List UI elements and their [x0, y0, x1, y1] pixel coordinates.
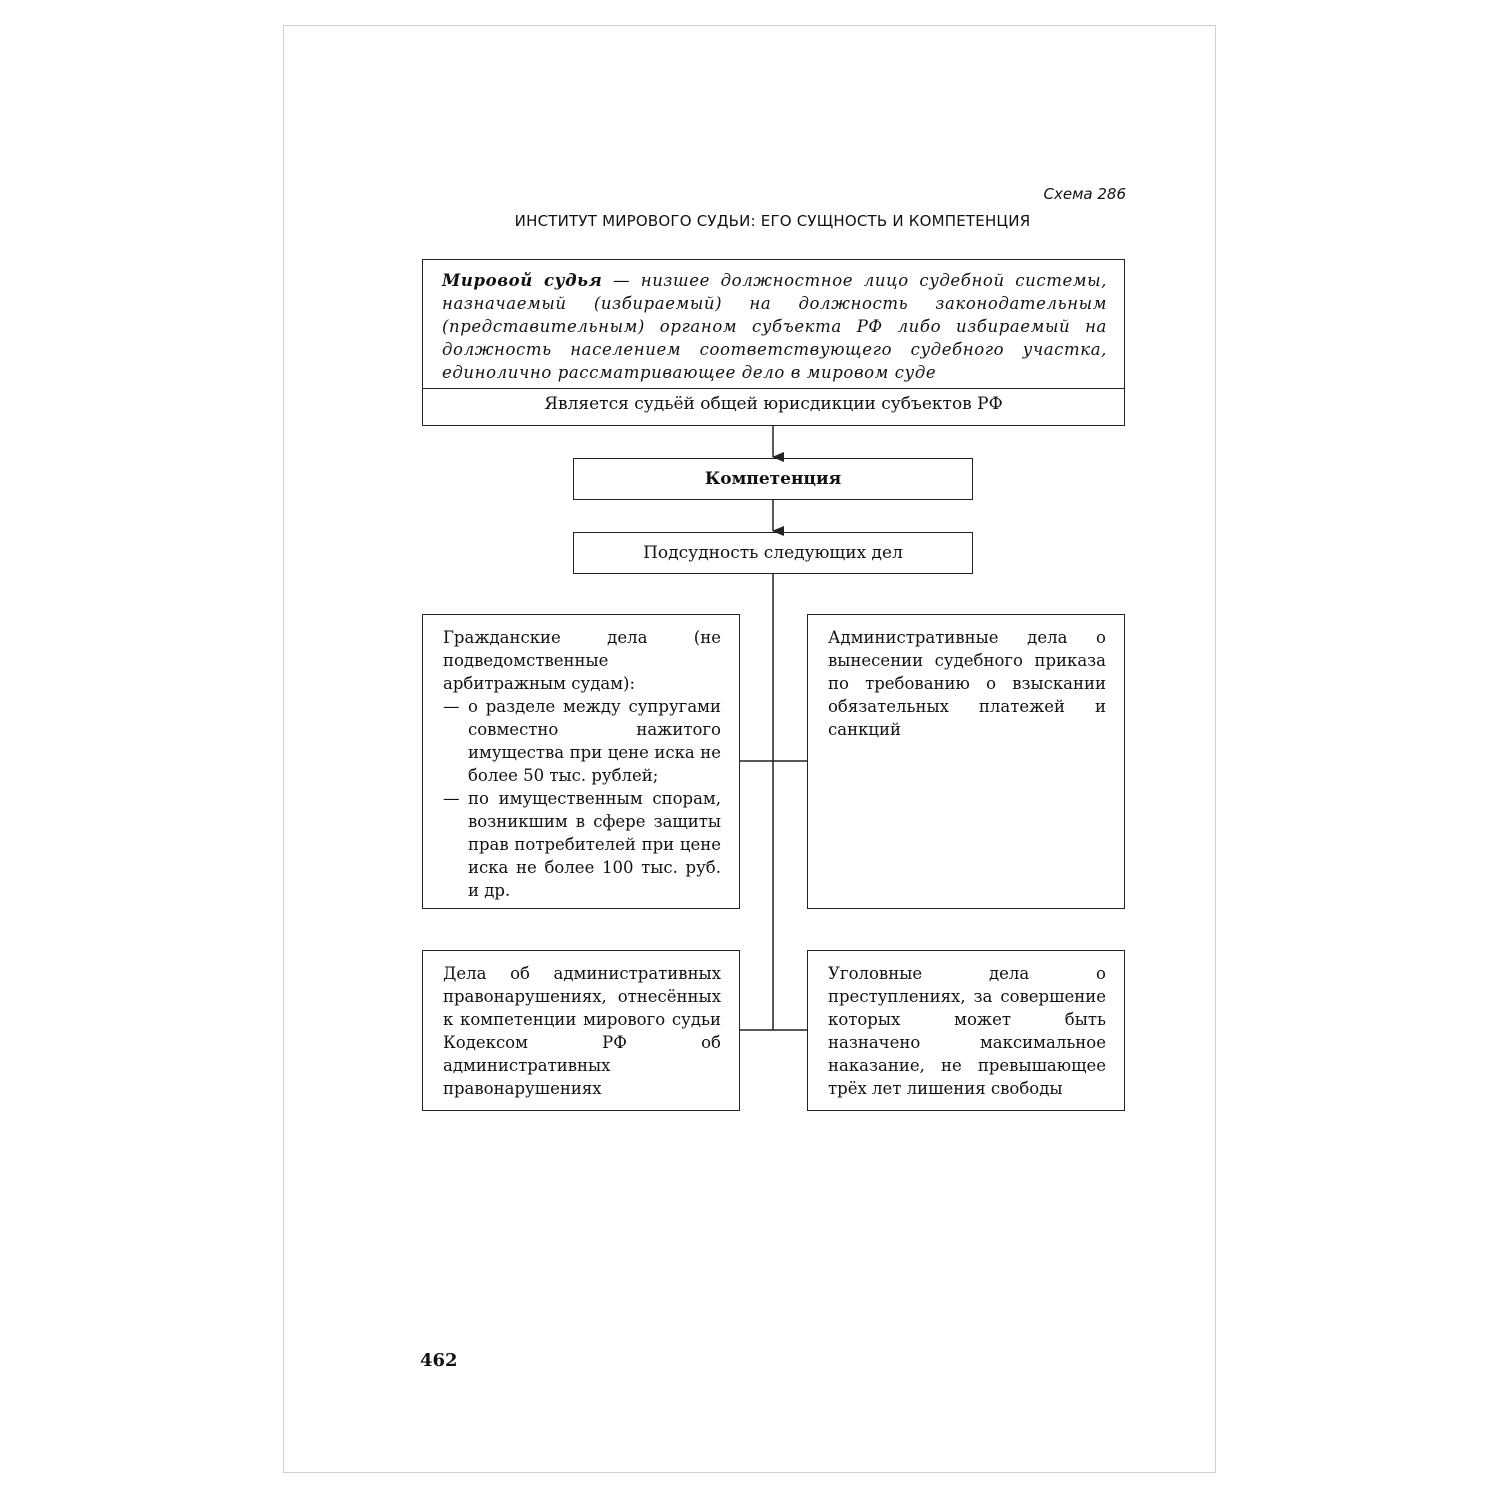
criminal-cases-text: Уголовные дела о преступлениях, за совершение которых может быть назначено максимальное наказание, не превышающее трёх лет лишения свободы — [828, 964, 1106, 1098]
definition-body: — низшее должностное лицо судебной системы, назначаемый (избираемый) на должность законодательным (представительным) органом субъекта РФ либо избираемый на должность населением соответствующего судебного участка, единолично рассматривающее дело в мировом суде — [442, 271, 1107, 382]
definition-status: Является судьёй общей юрисдикции субъектов РФ — [544, 394, 1003, 414]
civil-item-text: по имущественным спорам, возникшим в сфере защиты прав потребителей при цене иска не более 100 тыс. руб. и др. — [468, 789, 721, 900]
competence-box: Компетенция — [573, 458, 973, 500]
scheme-label: Схема 286 — [1043, 185, 1126, 203]
civil-item-text: о разделе между супругами совместно нажитого имущества при цене иска не более 50 тыс. рублей; — [468, 697, 721, 785]
civil-cases-intro: Гражданские дела (не подведомственные арбитражным судам): — [443, 628, 721, 693]
administrative-offenses-text: Дела об административных правонарушениях, отнесённых к компетенции мирового судьи Кодексом РФ об административных правонарушениях — [443, 964, 721, 1098]
page-number: 462 — [420, 1350, 458, 1371]
definition-term: Мировой судья — [442, 271, 603, 290]
list-dash: — — [443, 697, 460, 716]
jurisdiction-box: Подсудность следующих дел — [573, 532, 973, 574]
diagram-title: ИНСТИТУТ МИРОВОГО СУДЬИ: ЕГО СУЩНОСТЬ И КОМПЕТЕНЦИЯ — [514, 212, 1031, 230]
administrative-cases-text: Административные дела о вынесении судебного приказа по требованию о взыскании обязательных платежей и санкций — [828, 628, 1106, 739]
list-dash: — — [443, 789, 460, 808]
